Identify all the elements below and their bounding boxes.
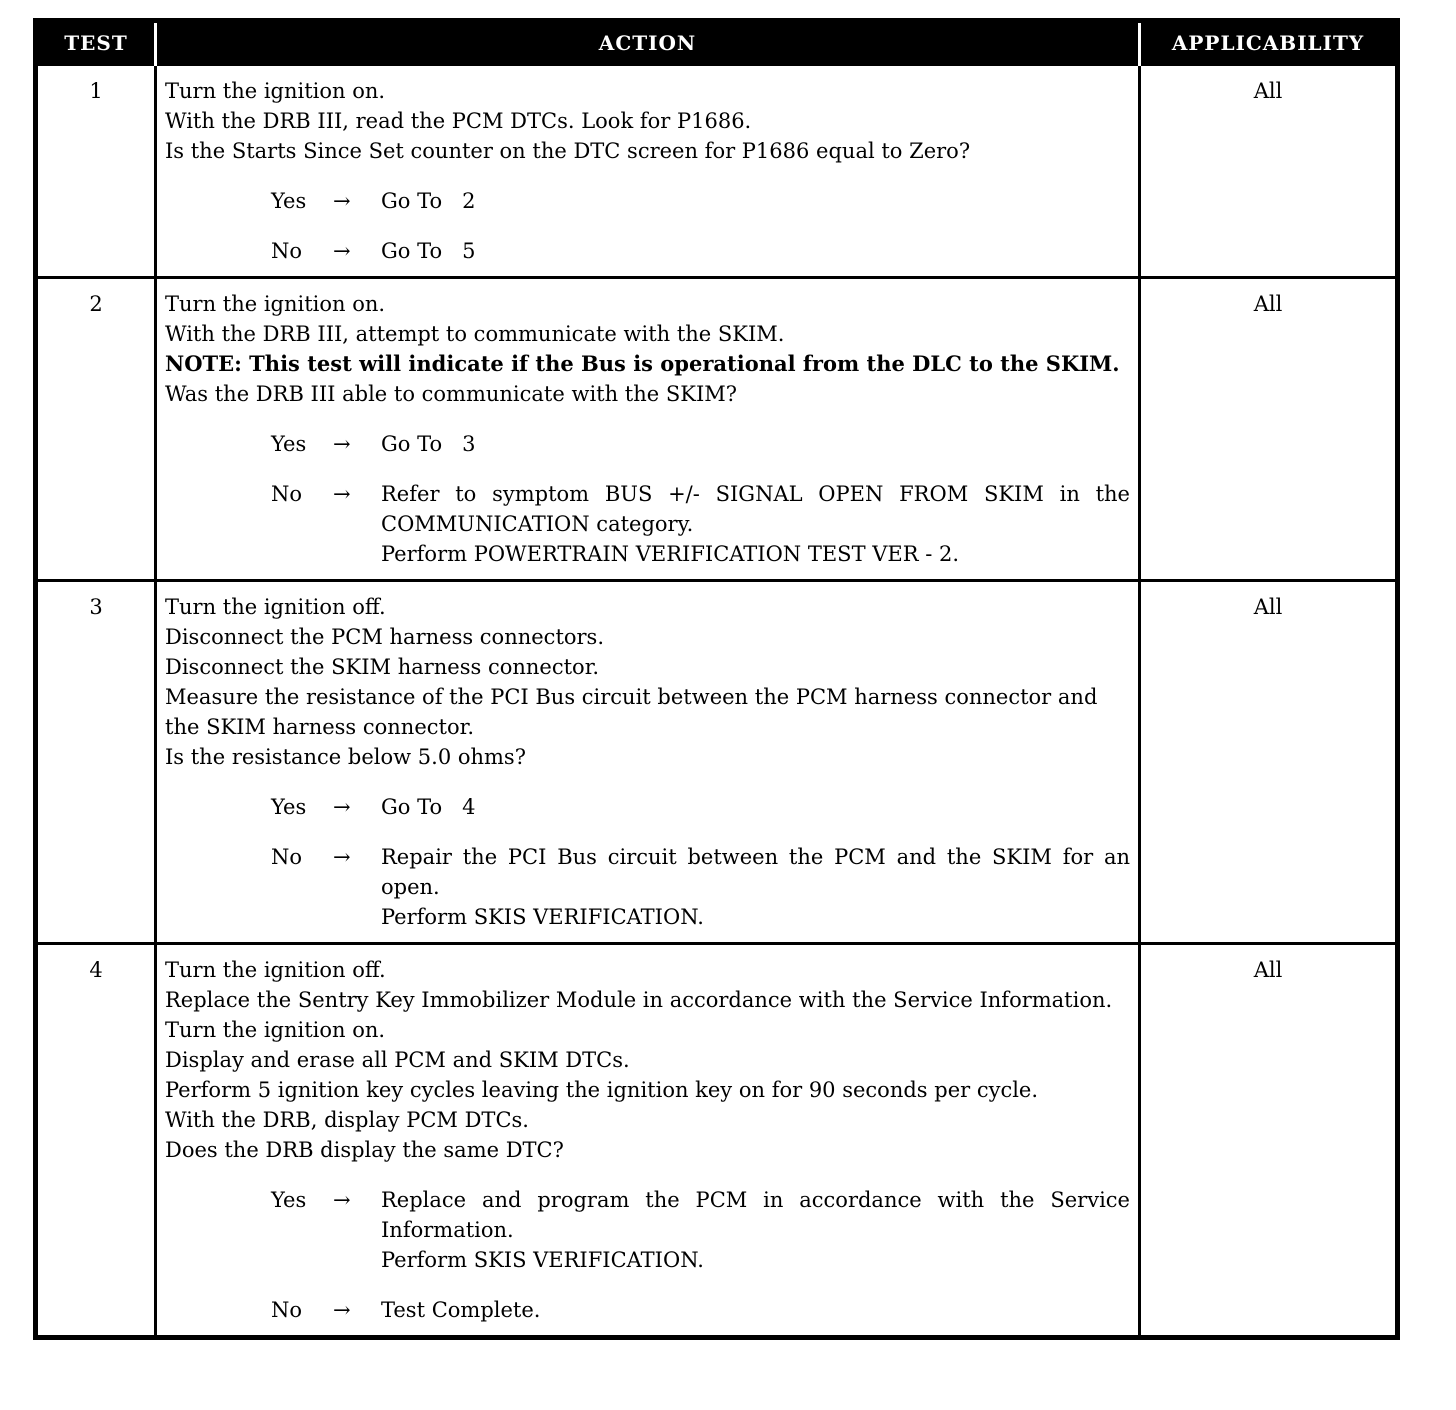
no-branch	[165, 1295, 1130, 1325]
action-step: Measure the resistance of the PCI Bus circuit between the PCM harness connector and the SKIM harness connector.	[165, 685, 1098, 739]
action-step: Turn the ignition on.	[165, 292, 386, 316]
arrow-right-icon: →	[333, 1188, 351, 1212]
result-line: Go To 3	[381, 432, 476, 456]
yes-branch-result	[381, 186, 1130, 216]
arrow-right-icon: →	[333, 239, 351, 263]
action-cell	[156, 278, 1140, 581]
arrow-right-icon: →	[333, 432, 351, 456]
action-cell	[156, 944, 1140, 1338]
action-step: Disconnect the SKIM harness connector.	[165, 655, 600, 679]
result-line: Perform SKIS VERIFICATION.	[381, 905, 704, 929]
applicability-cell: All	[1140, 944, 1398, 1338]
no-branch	[165, 842, 1137, 932]
action-note: NOTE: This test will indicate if the Bus is operational from the DLC to the SKIM.	[165, 351, 1120, 376]
no-branch-result	[381, 236, 1130, 266]
action-step: Display and erase all PCM and SKIM DTCs.	[165, 1048, 630, 1072]
action-step: With the DRB III, read the PCM DTCs. Look for P1686.	[165, 109, 752, 133]
header-applicability: APPLICABILITY	[1140, 21, 1398, 65]
yes-branch	[165, 1185, 1137, 1275]
action-step: Perform 5 ignition key cycles leaving the ignition key on for 90 seconds per cycle.	[165, 1078, 1039, 1102]
branch-list	[165, 1185, 1137, 1325]
result-line: Repair the PCI Bus circuit between the PCM and the SKIM for an open.	[381, 845, 1137, 899]
applicability-cell: All	[1140, 581, 1398, 944]
branch-list	[165, 792, 1137, 932]
action-step: Turn the ignition on.	[165, 79, 386, 103]
arrow-right-icon: →	[333, 189, 351, 213]
yes-branch-label: Yes	[271, 432, 307, 456]
action-step: Was the DRB III able to communicate with the SKIM?	[165, 382, 738, 406]
no-branch-label: No	[271, 239, 303, 263]
arrow-right-icon: →	[333, 795, 351, 819]
result-line: Replace and program the PCM in accordance with the Service Information.	[381, 1188, 1137, 1242]
action-cell	[156, 65, 1140, 278]
result-line: Test Complete.	[381, 1298, 541, 1322]
header-action: ACTION	[156, 21, 1140, 65]
no-branch-result	[381, 479, 1137, 569]
yes-branch	[165, 792, 1130, 822]
action-step: Turn the ignition on.	[165, 1018, 386, 1042]
action-step: Turn the ignition off.	[165, 958, 386, 982]
table-row	[36, 65, 1398, 278]
action-step: Is the Starts Since Set counter on the DTC screen for P1686 equal to Zero?	[165, 139, 971, 163]
action-step: Does the DRB display the same DTC?	[165, 1138, 564, 1162]
header-test: TEST	[36, 21, 156, 65]
arrow-right-icon: →	[333, 1298, 351, 1322]
action-cell	[156, 581, 1140, 944]
test-number: 4	[36, 944, 156, 1338]
action-step: With the DRB, display PCM DTCs.	[165, 1108, 529, 1132]
result-line: Perform POWERTRAIN VERIFICATION TEST VER - 2.	[381, 542, 960, 566]
no-branch-label: No	[271, 1298, 303, 1322]
no-branch-label: No	[271, 845, 303, 869]
action-step: With the DRB III, attempt to communicate with the SKIM.	[165, 322, 785, 346]
result-line: Go To 4	[381, 795, 476, 819]
action-step: Is the resistance below 5.0 ohms?	[165, 745, 526, 769]
table-header-row	[36, 21, 1398, 65]
result-line: Perform SKIS VERIFICATION.	[381, 1248, 704, 1272]
applicability-cell: All	[1140, 65, 1398, 278]
arrow-right-icon: →	[333, 845, 351, 869]
diagnostic-procedure-table	[33, 18, 1400, 1340]
yes-branch-label: Yes	[271, 795, 307, 819]
no-branch	[165, 236, 1130, 266]
table-row	[36, 944, 1398, 1338]
yes-branch-result	[381, 429, 1130, 459]
action-step: Replace the Sentry Key Immobilizer Module in accordance with the Service Information.	[165, 988, 1113, 1012]
result-line: Refer to symptom BUS +/- SIGNAL OPEN FROM SKIM in the COMMUNICATION category.	[381, 482, 1137, 536]
arrow-right-icon: →	[333, 482, 351, 506]
no-branch-result	[381, 1295, 1130, 1325]
yes-branch-label: Yes	[271, 1188, 307, 1212]
no-branch-label: No	[271, 482, 303, 506]
test-number: 3	[36, 581, 156, 944]
result-line: Go To 2	[381, 189, 476, 213]
branch-list	[165, 429, 1137, 569]
no-branch-result	[381, 842, 1137, 932]
yes-branch-result	[381, 792, 1130, 822]
no-branch	[165, 479, 1137, 569]
test-number: 1	[36, 65, 156, 278]
action-step: Disconnect the PCM harness connectors.	[165, 625, 605, 649]
yes-branch	[165, 429, 1130, 459]
action-step: Turn the ignition off.	[165, 595, 386, 619]
result-line: Go To 5	[381, 239, 476, 263]
table-row	[36, 278, 1398, 581]
branch-list	[165, 186, 1130, 266]
yes-branch-result	[381, 1185, 1137, 1275]
yes-branch-label: Yes	[271, 189, 307, 213]
applicability-cell: All	[1140, 278, 1398, 581]
yes-branch	[165, 186, 1130, 216]
table-row	[36, 581, 1398, 944]
test-number: 2	[36, 278, 156, 581]
